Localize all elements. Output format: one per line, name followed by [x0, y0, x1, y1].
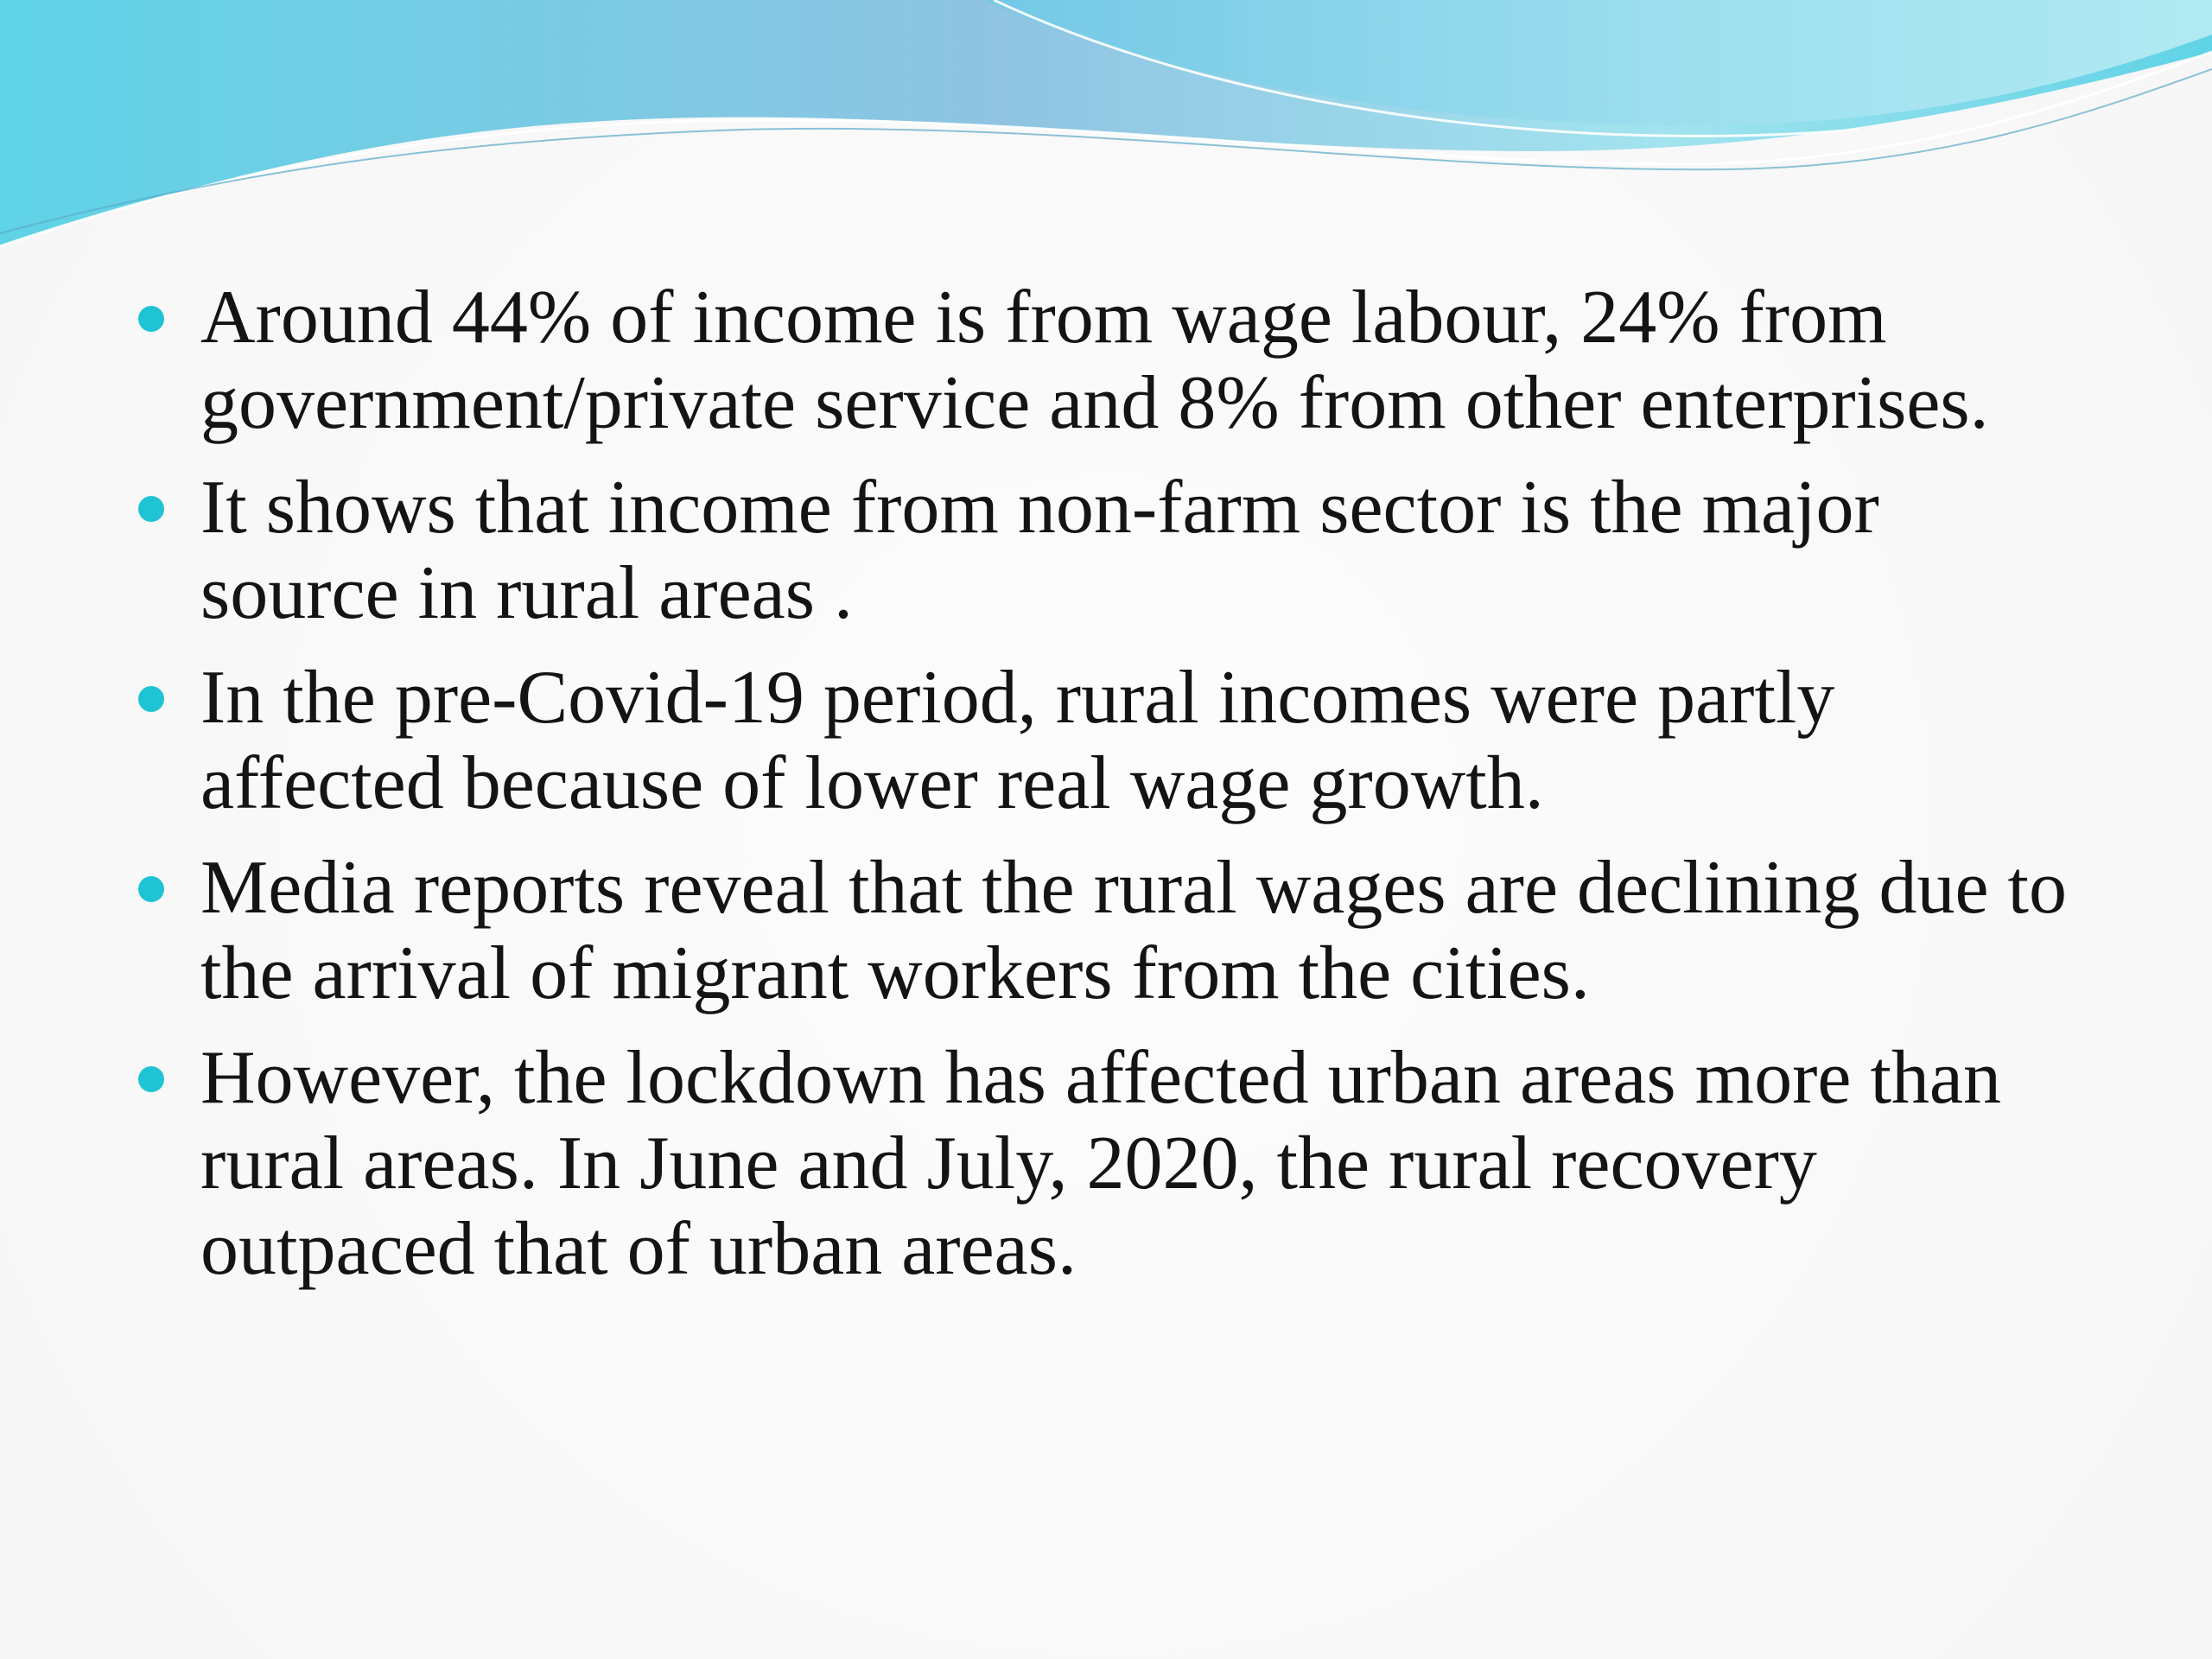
bullet-list — [138, 275, 2091, 1311]
bullet-item — [138, 465, 2091, 636]
bullet-text: It shows that income from non-farm sector is the major source in rural areas . — [200, 466, 1879, 635]
bullet-text: However, the lockdown has affected urban areas more than rural areas. In June and July, 2020, the rural recovery outpaced that of urban areas. — [200, 1036, 2001, 1291]
header-wave-decoration — [0, 0, 2212, 259]
bullet-dot-icon — [138, 496, 164, 522]
bullet-item — [138, 655, 2091, 826]
bullet-text: Around 44% of income is from wage labour, 24% from government/private service and 8% from other enterprises. — [200, 276, 1989, 445]
bullet-dot-icon — [138, 876, 164, 902]
bullet-item — [138, 1035, 2091, 1292]
bullet-item — [138, 275, 2091, 446]
bullet-dot-icon — [138, 686, 164, 712]
bullet-item — [138, 845, 2091, 1016]
bullet-dot-icon — [138, 1066, 164, 1092]
bullet-text: In the pre-Covid-19 period, rural incomes were partly affected because of lower real wage growth. — [200, 656, 1835, 825]
bullet-dot-icon — [138, 306, 164, 332]
bullet-text: Media reports reveal that the rural wages are declining due to the arrival of migrant workers from the cities. — [200, 846, 2067, 1015]
